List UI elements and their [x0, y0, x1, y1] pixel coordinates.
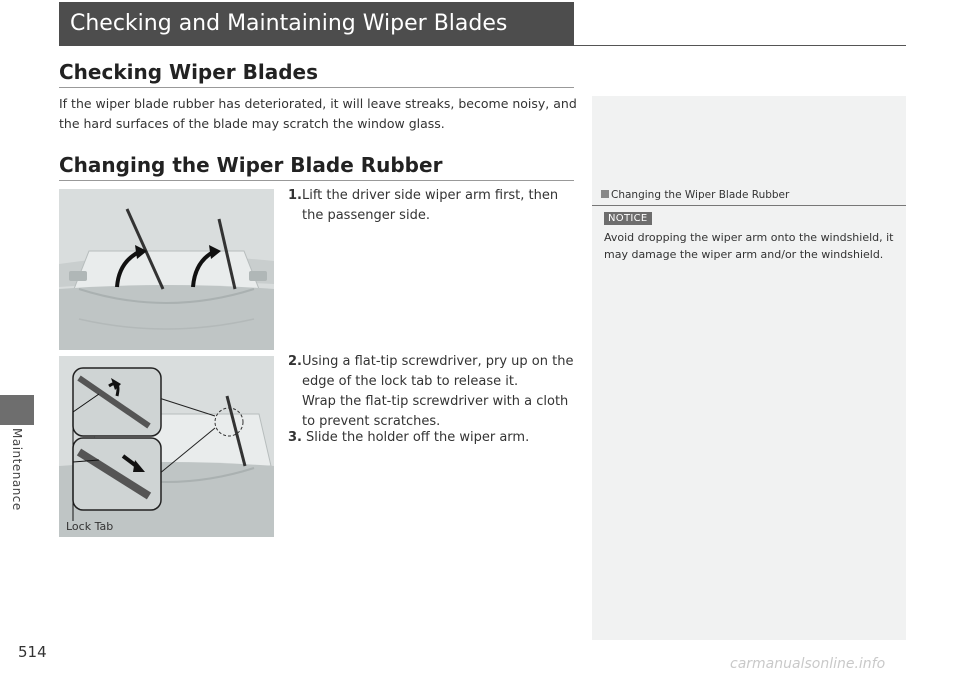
notice-badge: NOTICE — [604, 212, 652, 225]
note-text: Avoid dropping the wiper arm onto the windshield, it may damage the wiper arm and/or the windshield. — [604, 231, 894, 261]
heading-rule — [59, 180, 574, 181]
step-text: Slide the holder off the wiper arm. — [306, 430, 530, 445]
lock-tab-label: Lock Tab — [66, 520, 114, 533]
section-label: Maintenance — [10, 428, 24, 511]
step-text: Lift the driver side wiper arm first, then the passenger side. — [301, 188, 559, 223]
heading-checking: Checking Wiper Blades — [59, 60, 319, 84]
step-number: 3. — [288, 430, 302, 445]
note-panel — [592, 96, 906, 640]
heading-changing: Changing the Wiper Blade Rubber — [59, 153, 443, 177]
note-title: Changing the Wiper Blade Rubber — [601, 189, 789, 201]
step-subtext: Wrap the flat-tip screwdriver with a cloth to prevent scratches. — [301, 394, 569, 429]
lock-tab-illustration — [59, 356, 274, 537]
watermark: carmanualsonline.info — [730, 656, 886, 672]
note-reference-icon — [601, 190, 609, 198]
heading-rule — [59, 87, 574, 88]
step-number: 2. — [288, 354, 302, 369]
step-1 — [288, 186, 578, 226]
figure-wiper-arms-lift — [59, 189, 274, 350]
step-3 — [288, 428, 578, 448]
note-rule — [592, 205, 906, 206]
page-number: 514 — [18, 643, 47, 661]
section-tab — [0, 395, 34, 425]
step-number: 1. — [288, 188, 302, 203]
checking-text: If the wiper blade rubber has deteriorated, it will leave streaks, become noisy, and the hard surfaces of the blade may scratch the window glass. — [59, 96, 577, 131]
step-2 — [288, 352, 578, 432]
wiper-lift-illustration — [59, 189, 274, 350]
title-rule — [574, 45, 906, 46]
figure-lock-tab — [59, 356, 274, 537]
page-title: Checking and Maintaining Wiper Blades — [59, 2, 574, 46]
step-text: Using a flat-tip screwdriver, pry up on the edge of the lock tab to release it. — [301, 354, 574, 389]
